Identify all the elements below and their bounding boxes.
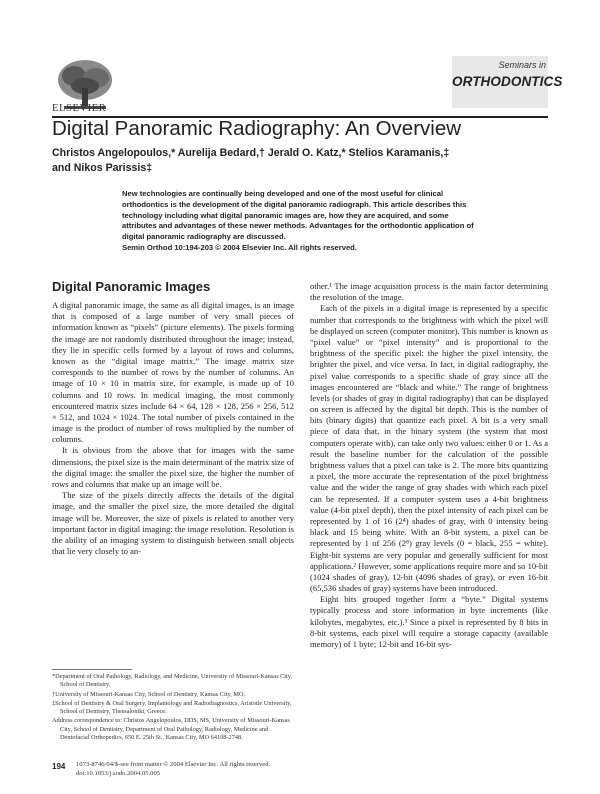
footnote: *Department of Oral Pathology, Radiology, and Medicine, University of Missouri-Kansas City, School of Dentistry. [52,673,293,689]
doi-line: doi:10.1053/j.sodo.2004.05.005 [76,769,161,777]
body-paragraph: The size of the pixels directly affects the details of the digital image, and the smaller the pixel size, the more detailed the digital image will be. Moreover, the size of pixels is related to another very important factor in digital imaging: the image resolution. Resolution is the ability of an imaging system to distinguish between small objects that lie very closely to an- [52,490,294,557]
footnote: ‡School of Dentistry & Oral Surgery, Implantology and Radiodiagnostics, Aristotle University, School of Dentistry, Thessaloniki, Greece. [52,699,292,716]
author-list [52,146,532,176]
publisher-name: ELSEVIER [52,103,107,114]
author: Jerald O. Katz,* [267,147,346,159]
body-paragraph: It is obvious from the above that for images with the same dimensions, the pixel size is the main determinant of the matrix size of the digital image: the smaller the pixel size, the higher the number of rows and columns that make up an image will be. [52,445,294,489]
page-number: 194 [52,762,66,771]
footnote-rule [52,669,132,670]
body-paragraph: Each of the pixels in a digital image is represented by a specific number that corresponds to the brightness with which the pixel will be displayed on screen (computer monitor). This number is known as “pixel value” or “pixel intensity” and is proportional to the brightness of the specific pixel: the higher the pixel intensity, the brighter the pixel, and vice versa. In fact, in digital radiography, the pixel value corresponds to a specific shade of gray since all the images encountered are “black and white.” The range of brightness levels (or shades of gray in digital radiography) that can be displayed on screen is affected by the digital bit depth. This is the number of bits (binary digits) that quantize each pixel. A bit is a very small piece of data that, in the binary system (the system that most computers operate with), can take only two values: either 0 or 1. As a result the baseline number for the calculation of the possible brightness values that a pixel can take is 2. The more bits quantizing a pixel, the more accurate the representation of the pixel brightness value and the wider the range of gray shades with which each pixel can be represented. If a computer system uses a 4-bit brightness value (4-bit pixel depth), then the pixel intensity of each pixel can be represented by 1 of 16 (2⁴) shades of gray, with 0 intensity being black and 15 being white. With an 8-bit system, a pixel can be represented by 1 of 256 (2⁸) gray levels (0 = black, 255 = white). Eight-bit systems are very popular and generally sufficient for most applications.² However, some applications require more and so 10-bit (1024 shades of gray), 12-bit (4096 shades of gray), or even 16-bit (65,536 shades of gray) systems have been introduced. [310,303,548,594]
journal-citation: Semin Orthod 10:194-203 © 2004 Elsevier Inc. All rights reserved. [122,242,357,252]
article-title: Digital Panoramic Radiography: An Overview [52,117,462,140]
body-paragraph: Eight bits grouped together form a “byte.” Digital systems typically process and store information in byte increments (like kilobytes, megabytes, etc.).³ Since a pixel is represented by 8 bits in 8-bit systems, each pixel will require a storage capacity (available memory) of 1 byte; 12-bit and 16-bit sys- [310,594,548,649]
body-column-right [310,281,548,650]
abstract [122,189,480,254]
author: Stelios Karamanis,‡ [348,147,450,159]
section-heading: Digital Panoramic Images [52,279,211,294]
body-paragraph: other.¹ The image acquisition process is the main factor determining the resolution of the image. [310,281,548,303]
publication-info [76,761,376,778]
journal-title: ORTHODONTICS [452,74,563,89]
author: and Nikos Parissis‡ [52,162,153,174]
journal-series: Seminars in [498,60,546,70]
body-column-left [52,300,294,557]
author: Christos Angelopoulos,* [52,147,176,159]
footnote: Address correspondence to: Christos Angelopoulos, DDS, MS, University of Missouri-Kansas City, School of Dentistry, Department of Oral Pathology, Radiology, Medicine and Dentofacial Orthopedics, 650 E. 25th St., Kansas City, MO 64108-2748. [52,717,290,742]
footnotes [52,673,294,743]
footnote: †University of Missouri-Kansas City, School of Dentistry, Kansas City, MO. [52,690,246,698]
issn-line: 1073-8746/04/$-see front matter © 2004 Elsevier Inc. All rights reserved. [76,761,271,768]
abstract-text: New technologies are continually being developed and one of the most useful for clinical orthodontics is the development of the digital panoramic radiograph. This article describes this technology including what digital panoramic images are, how they are acquired, and some attributes and advantages of these newer methods. Advantages for the orthodontic application of digital panoramic radiography are discussed. [122,189,474,242]
body-paragraph: A digital panoramic image, the same as all digital images, is an image that is composed of a large number of very small pieces of information known as “pixels” (picture elements). The pixels forming the image are not randomly distributed throughout the image; instead, they lie in specific cells formed by a layout of rows and columns, known as the “digital image matrix.” The image matrix size corresponds to the number of rows by the number of columns. An image of 10 × 10 in matrix size, for example, is made up of 10 columns and 10 rows. In medical imaging, the most commonly encountered matrix sizes include 64 × 64, 128 × 128, 256 × 256, 512 × 512, and 1024 × 1024. The total number of pixels contained in the image is the product of number of rows multiplied by the number of columns. [52,300,294,445]
author: Aurelija Bedard,† [177,147,265,159]
